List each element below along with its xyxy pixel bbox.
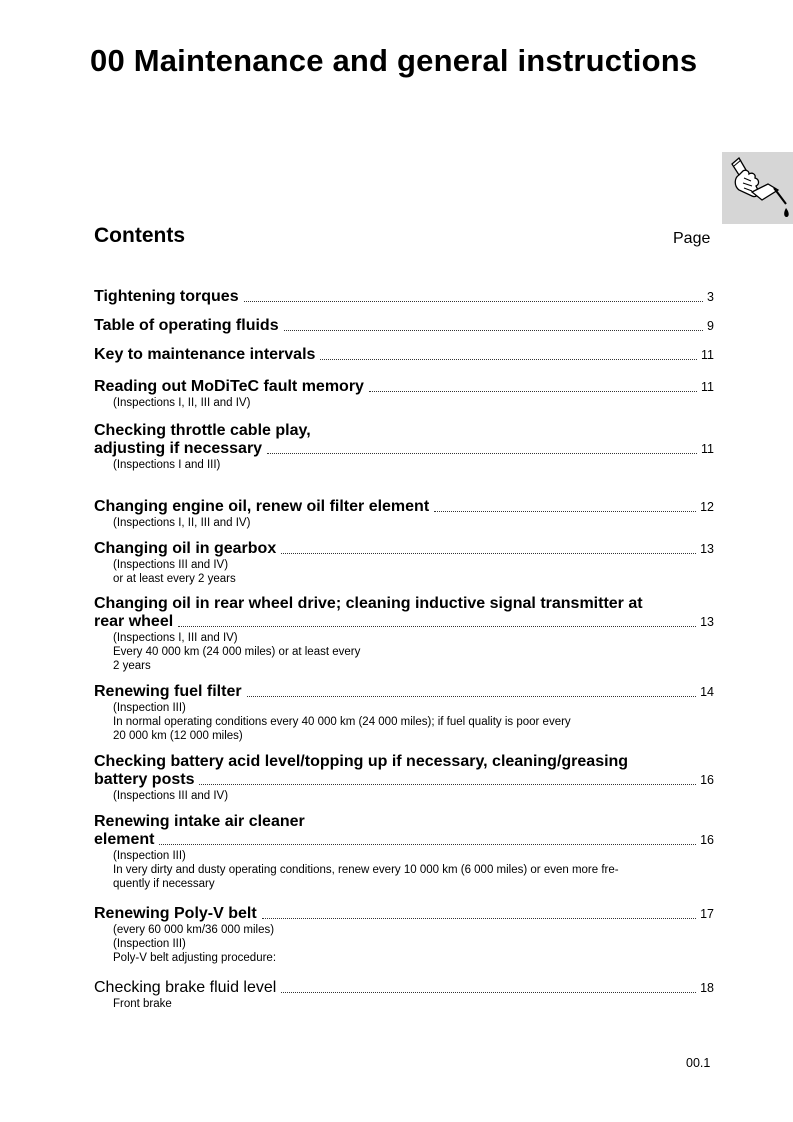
toc-entry[interactable] <box>94 288 714 306</box>
toc-entry-title: Table of operating fluids <box>94 317 279 334</box>
toc-entry-note: (Inspections III and IV) <box>113 790 229 802</box>
toc-entry-note: Every 40 000 km (24 000 miles) or at least every <box>113 646 361 658</box>
toc-entry-title: Renewing intake air cleaner <box>94 813 305 830</box>
toc-entry-note: In normal operating conditions every 40 000 km (24 000 miles); if fuel quality is poor every <box>113 716 571 728</box>
page-number: 00.1 <box>686 1056 711 1070</box>
toc-entry-notes <box>94 789 714 803</box>
toc-entry-page: 16 <box>700 833 714 847</box>
toc-entry-note: (every 60 000 km/36 000 miles) <box>113 924 275 936</box>
toc-entry-heading <box>94 498 714 516</box>
toc-entry-note: (Inspection III) <box>113 702 186 714</box>
toc-entry-heading <box>94 595 714 631</box>
toc-entry[interactable] <box>94 422 714 472</box>
toc-entry-page: 11 <box>701 348 714 362</box>
toc-entry-notes <box>94 923 714 965</box>
table-of-contents <box>94 288 714 1011</box>
toc-entry-note: or at least every 2 years <box>113 573 236 585</box>
toc-entry-title: Checking brake fluid level <box>94 979 277 996</box>
toc-entry-heading <box>94 378 714 396</box>
toc-entry-heading <box>94 905 714 923</box>
toc-entry-note: (Inspection III) <box>113 938 186 950</box>
toc-entry-note: Front brake <box>113 998 172 1010</box>
toc-entry-notes <box>94 558 714 586</box>
toc-entry-notes <box>94 631 714 673</box>
toc-entry-heading <box>94 288 714 306</box>
toc-entry[interactable] <box>94 905 714 965</box>
toc-entry-notes <box>94 849 714 891</box>
toc-entry-page: 16 <box>700 773 714 787</box>
toc-entry-title: battery posts <box>94 771 195 788</box>
toc-entry-notes <box>94 396 714 410</box>
toc-entry-title: adjusting if necessary <box>94 440 263 457</box>
toc-entry-title: element <box>94 831 155 848</box>
toc-entry-title: Changing engine oil, renew oil filter element <box>94 498 430 515</box>
toc-entry-heading <box>94 683 714 701</box>
toc-entry-heading <box>94 346 714 364</box>
toc-entry[interactable] <box>94 540 714 586</box>
toc-entry[interactable] <box>94 753 714 803</box>
toc-entry-notes <box>94 997 714 1011</box>
toc-entry-page: 13 <box>700 615 714 629</box>
toc-entry-page: 11 <box>701 442 714 456</box>
toc-entry-heading <box>94 317 714 335</box>
toc-entry-note: 2 years <box>113 660 151 672</box>
toc-entry-title: Changing oil in gearbox <box>94 540 277 557</box>
toc-entry-title: Renewing Poly-V belt <box>94 905 257 922</box>
toc-entry[interactable] <box>94 317 714 335</box>
toc-entry-title: rear wheel <box>94 613 174 630</box>
toc-entry-heading <box>94 540 714 558</box>
toc-entry-notes <box>94 701 714 743</box>
toc-entry-note: (Inspections I, II, III and IV) <box>113 517 251 529</box>
oil-can-hand-icon <box>722 152 793 224</box>
toc-entry-page: 11 <box>701 380 714 394</box>
toc-entry-title: Tightening torques <box>94 288 239 305</box>
page-title: 00 Maintenance and general instructions <box>90 43 698 78</box>
toc-entry[interactable] <box>94 979 714 1011</box>
toc-entry-note: (Inspection III) <box>113 850 186 862</box>
toc-entry-notes <box>94 458 714 472</box>
toc-entry-title: Renewing fuel filter <box>94 683 242 700</box>
toc-entry-note: (Inspections III and IV) <box>113 559 229 571</box>
toc-entry-page: 14 <box>700 685 714 699</box>
toc-entry-title: Key to maintenance intervals <box>94 346 316 363</box>
toc-entry-page: 9 <box>707 319 714 333</box>
toc-entry[interactable] <box>94 498 714 530</box>
toc-entry-note: 20 000 km (12 000 miles) <box>113 730 243 742</box>
toc-entry-title: Reading out MoDiTeC fault memory <box>94 378 364 395</box>
toc-entry-page: 12 <box>700 500 714 514</box>
toc-entry[interactable] <box>94 378 714 410</box>
toc-entry-heading <box>94 979 714 997</box>
toc-entry-page: 13 <box>700 542 714 556</box>
toc-entry-title: Checking battery acid level/topping up if necessary, cleaning/greasing <box>94 753 629 770</box>
toc-entry-title: Checking throttle cable play, <box>94 422 311 439</box>
toc-entry-page: 3 <box>707 290 714 304</box>
toc-entry-heading <box>94 753 714 789</box>
toc-entry-note: In very dirty and dusty operating conditions, renew every 10 000 km (6 000 miles) or even more fre- <box>113 864 619 876</box>
toc-entry-heading <box>94 813 714 849</box>
toc-entry-note: Poly-V belt adjusting procedure: <box>113 952 277 964</box>
toc-entry-note: (Inspections I and III) <box>113 459 221 471</box>
toc-entry-title: Changing oil in rear wheel drive; cleaning inductive signal transmitter at <box>94 595 643 612</box>
toc-entry-note: quently if necessary <box>113 878 215 890</box>
toc-entry-note: (Inspections I, II, III and IV) <box>113 397 251 409</box>
toc-entry-note: (Inspections I, III and IV) <box>113 632 238 644</box>
contents-heading: Contents <box>94 224 185 247</box>
toc-entry[interactable] <box>94 346 714 364</box>
toc-entry-page: 17 <box>700 907 714 921</box>
toc-entry[interactable] <box>94 595 714 673</box>
toc-entry-page: 18 <box>700 981 714 995</box>
toc-entry[interactable] <box>94 683 714 743</box>
toc-entry-heading <box>94 422 714 458</box>
toc-entry-notes <box>94 516 714 530</box>
toc-entry[interactable] <box>94 813 714 891</box>
page-column-label: Page <box>673 230 711 247</box>
